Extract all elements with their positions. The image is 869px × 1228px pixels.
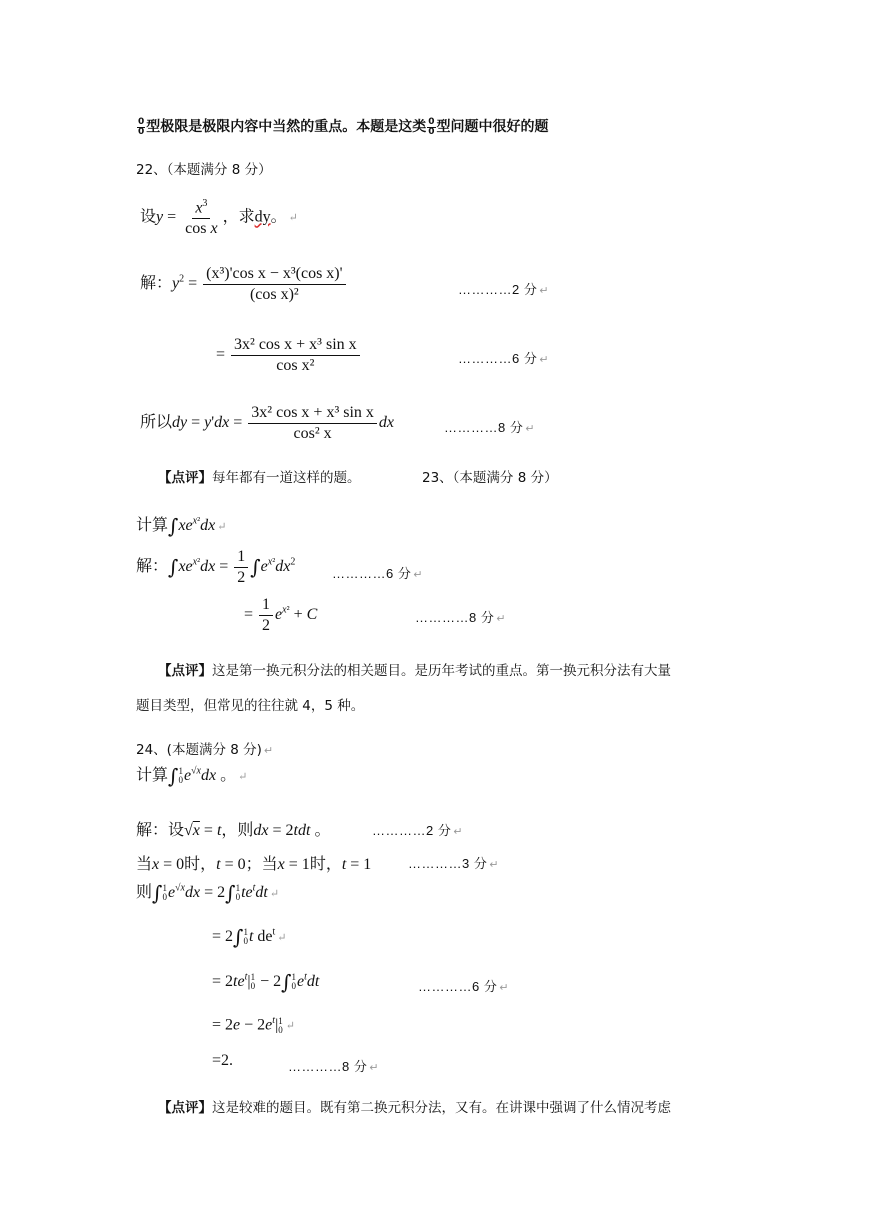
q22-score2: …………6 分 ↵ — [458, 351, 550, 366]
q24-line1: 解：设√x = t，则dx = 2tdt 。 — [136, 822, 331, 839]
q23-comment-cont: 题目类型，但常见的往往就 4，5 种。 — [136, 698, 365, 714]
q24-comment: 【点评】这是较难的题目。既有第二换元积分法，又有。在讲课中强调了什么情况考虑 — [158, 1100, 671, 1116]
q24-score4: …………8 分 ↵ — [288, 1059, 380, 1074]
q24-line7: =2. — [212, 1052, 234, 1069]
q23-solution-line2: = $\frac{1}{2}$ $e^{x^2} + C$ — [244, 596, 318, 634]
q23-score1: …………6 分 ↵ — [332, 566, 424, 581]
q22-solution-line1: 解：$y^2$ = $\frac{\text{(x³)'cos x − x³(cos x)'}}{\text{(cos x)²}}$ — [140, 265, 348, 303]
q23-solution-line1: 解：$\int xe^{x^2}dx$ = $\frac{1}{2}$ $\int e^{x^2}dx^2$ — [136, 548, 296, 586]
q24-line2: 当x = 0时，t = 0；当x = 1时，t = 1 — [136, 856, 372, 873]
zero-over-zero: $\frac{0}{0}$ — [428, 116, 435, 137]
q24-line3: 则∫ 1 0 $e^{√x}dx = 2\int$ 1 0 $te^tdt$ ↵ — [136, 881, 280, 905]
q24-line6: = $2e - 2e^t|$ 1 0 ↵ — [212, 1015, 295, 1035]
q22-header: 22、（本题满分 8 分） — [136, 162, 272, 178]
q23-prompt: 计算$\int xe^{x^2}dx$ ↵ — [136, 514, 227, 538]
q24-score1: …………2 分 ↵ — [372, 823, 464, 838]
q22-solution-line2: = $\frac{\text{3x² cos x + x³ sin x}}{\text{cos x²}}$ — [216, 336, 362, 374]
q22-prompt: 设y = $\frac{x^3}{\text{cos x}}$ ，求dy。 ↵ — [140, 198, 298, 237]
q24-score2: …………3 分 ↵ — [408, 856, 500, 871]
q22-score1: …………2 分 ↵ — [458, 282, 550, 297]
q22-score3: …………8 分 ↵ — [444, 420, 536, 435]
intro-line: $\frac{0}{0}$ 型极限是极限内容中当然的重点。本题是这类 $\frac{0}{0}$ 型问题中很好的题 — [138, 116, 549, 137]
q24-prompt: 计算∫ 1 0 $e^{√x}dx$ 。 ↵ — [136, 764, 248, 788]
q24-score3: …………6 分 ↵ — [418, 979, 510, 994]
q24-line4: = 2∫ 1 0 t $de^t$ ↵ — [212, 925, 287, 949]
q24-line5: = $2te^t|$ 1 0 − 2∫ 1 0 $e^tdt$ — [212, 970, 320, 994]
q22-solution-line3: 所以dy = y'dx = $\frac{\text{3x² cos x + x³ sin x}}{\text{cos² x}}$ dx — [140, 404, 395, 442]
q23-comment: 【点评】这是第一换元积分法的相关题目。是历年考试的重点。第一换元积分法有大量 — [158, 663, 671, 679]
q23-header: 23、（本题满分 8 分） — [422, 470, 558, 486]
q23-score2: …………8 分 ↵ — [415, 610, 507, 625]
zero-over-zero: $\frac{0}{0}$ — [138, 116, 145, 137]
q24-header: 24、(本题满分 8 分) ↵ — [136, 742, 274, 758]
q22-comment: 【点评】每年都有一道这样的题。 — [158, 470, 361, 486]
